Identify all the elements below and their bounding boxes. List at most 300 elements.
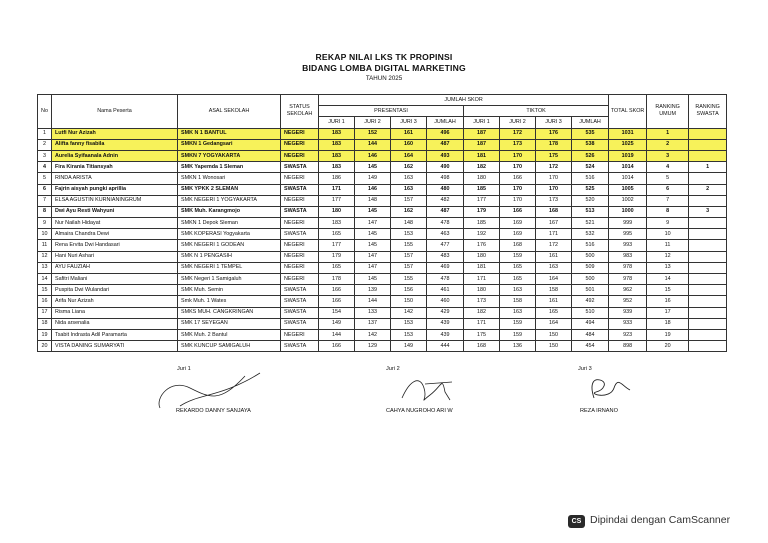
- cell-status: SWASTA: [281, 307, 319, 318]
- cell-t3: 161: [536, 296, 572, 307]
- cell-ru: 9: [647, 218, 689, 229]
- cell-status: NEGERI: [281, 274, 319, 285]
- cell-asal: SMK 17 SEYEGAN: [178, 318, 281, 329]
- table-row: [38, 341, 727, 352]
- cell-t2: 169: [500, 218, 536, 229]
- cell-p2: 139: [355, 285, 391, 296]
- cell-ru: 7: [647, 195, 689, 206]
- cell-rs: [689, 128, 727, 139]
- table-row: [38, 274, 727, 285]
- cell-asal: SMK NEGERI 1 GODEAN: [178, 240, 281, 251]
- header-presentasi: PRESENTASI: [319, 106, 464, 117]
- cell-t3: 173: [536, 195, 572, 206]
- cell-no: 2: [38, 139, 52, 150]
- cell-p2: 145: [355, 240, 391, 251]
- cell-p2: 129: [355, 341, 391, 352]
- cell-nama: ELSA AGUSTIN KURNIANINGRUM: [52, 195, 178, 206]
- cell-t1: 181: [464, 150, 500, 161]
- cell-nama: Nida arsenalia: [52, 318, 178, 329]
- cell-p2: 147: [355, 262, 391, 273]
- cell-p1: 177: [319, 195, 355, 206]
- cell-total: 1014: [609, 173, 647, 184]
- cell-rs: [689, 262, 727, 273]
- header-presentasi-juri2: JURI 2: [355, 117, 391, 128]
- cell-no: 19: [38, 329, 52, 340]
- cell-no: 8: [38, 206, 52, 217]
- camscanner-watermark: Dipindai dengan CamScanner: [590, 514, 731, 526]
- document-year: TAHUN 2025: [365, 75, 403, 82]
- cell-no: 14: [38, 274, 52, 285]
- cell-asal: SMK NEGERI 1 YOGYAKARTA: [178, 195, 281, 206]
- cell-asal: SMK N 1 BANTUL: [178, 128, 281, 139]
- cell-p1: 165: [319, 229, 355, 240]
- cell-pj: 482: [427, 195, 464, 206]
- cell-rs: [689, 251, 727, 262]
- cell-p2: 146: [355, 150, 391, 161]
- cell-status: SWASTA: [281, 229, 319, 240]
- cell-status: SWASTA: [281, 341, 319, 352]
- cell-p2: 147: [355, 218, 391, 229]
- cell-t3: 170: [536, 184, 572, 195]
- cell-p3: 149: [391, 341, 427, 352]
- cell-pj: 461: [427, 285, 464, 296]
- cell-pj: 469: [427, 262, 464, 273]
- cell-rs: [689, 341, 727, 352]
- cell-p1: 166: [319, 296, 355, 307]
- cell-t1: 179: [464, 206, 500, 217]
- cell-pj: 496: [427, 128, 464, 139]
- cell-p3: 153: [391, 229, 427, 240]
- cell-tj: 510: [572, 307, 609, 318]
- cell-t2: 166: [500, 206, 536, 217]
- cell-p1: 171: [319, 184, 355, 195]
- cell-tj: 484: [572, 329, 609, 340]
- cell-rs: [689, 195, 727, 206]
- cell-p3: 153: [391, 318, 427, 329]
- cell-status: NEGERI: [281, 128, 319, 139]
- cell-t1: 180: [464, 285, 500, 296]
- cell-nama: Lutfi Nur Azizah: [52, 128, 178, 139]
- cell-total: 1000: [609, 206, 647, 217]
- cell-ru: 13: [647, 262, 689, 273]
- cell-total: 995: [609, 229, 647, 240]
- score-table: [37, 94, 727, 352]
- cell-p3: 157: [391, 195, 427, 206]
- cell-t1: 168: [464, 341, 500, 352]
- cell-t1: 171: [464, 318, 500, 329]
- header-asal-sekolah: ASAL SEKOLAH: [178, 95, 281, 129]
- cell-tj: 500: [572, 251, 609, 262]
- cell-t3: 165: [536, 307, 572, 318]
- juri1-signature: [150, 368, 270, 413]
- table-row: [38, 150, 727, 161]
- cell-rs: 2: [689, 184, 727, 195]
- cell-p1: 177: [319, 240, 355, 251]
- cell-t3: 171: [536, 229, 572, 240]
- cell-nama: Aurelia Syifaanala Adnin: [52, 150, 178, 161]
- cell-status: NEGERI: [281, 218, 319, 229]
- cell-rs: [689, 229, 727, 240]
- cell-pj: 439: [427, 318, 464, 329]
- header-presentasi-juri3: JURI 3: [391, 117, 427, 128]
- cell-p1: 180: [319, 206, 355, 217]
- cell-rs: [689, 285, 727, 296]
- cell-p2: 145: [355, 206, 391, 217]
- cell-rs: [689, 307, 727, 318]
- cell-p2: 133: [355, 307, 391, 318]
- cell-p3: 148: [391, 218, 427, 229]
- cell-p3: 155: [391, 240, 427, 251]
- cell-tj: 538: [572, 139, 609, 150]
- cell-p1: 179: [319, 251, 355, 262]
- cell-pj: 429: [427, 307, 464, 318]
- cell-rs: 3: [689, 206, 727, 217]
- cell-asal: SMKS MUH. CANGKRINGAN: [178, 307, 281, 318]
- cell-status: SWASTA: [281, 318, 319, 329]
- cell-p1: 149: [319, 318, 355, 329]
- cell-t2: 159: [500, 318, 536, 329]
- cell-p2: 145: [355, 162, 391, 173]
- cell-p1: 183: [319, 218, 355, 229]
- cell-asal: SMKN 1 Gedangsari: [178, 139, 281, 150]
- cell-p1: 183: [319, 128, 355, 139]
- cell-tj: 525: [572, 184, 609, 195]
- cell-p3: 155: [391, 274, 427, 285]
- cell-tj: 501: [572, 285, 609, 296]
- table-row: [38, 240, 727, 251]
- cell-status: NEGERI: [281, 150, 319, 161]
- cell-t3: 178: [536, 139, 572, 150]
- juri1-label: Juri 1: [177, 366, 191, 372]
- cell-t1: 187: [464, 128, 500, 139]
- cell-no: 20: [38, 341, 52, 352]
- cell-t2: 159: [500, 251, 536, 262]
- cell-total: 1014: [609, 162, 647, 173]
- cell-status: NEGERI: [281, 139, 319, 150]
- cell-total: 1002: [609, 195, 647, 206]
- cell-tj: 509: [572, 262, 609, 273]
- cell-p2: 144: [355, 139, 391, 150]
- cell-asal: Smk Muh. 1 Wates: [178, 296, 281, 307]
- cell-nama: Safitri Maliani: [52, 274, 178, 285]
- cell-pj: 487: [427, 206, 464, 217]
- cell-pj: 460: [427, 296, 464, 307]
- cell-rs: [689, 318, 727, 329]
- table-row: [38, 329, 727, 340]
- cell-ru: 1: [647, 128, 689, 139]
- cell-asal: SMK Muh. Karangmojo: [178, 206, 281, 217]
- cell-tj: 454: [572, 341, 609, 352]
- cell-total: 978: [609, 274, 647, 285]
- cell-tj: 535: [572, 128, 609, 139]
- cell-p2: 144: [355, 296, 391, 307]
- juri2-signature: [390, 370, 470, 408]
- cell-nama: Dwi Ayu Resti Wahyuni: [52, 206, 178, 217]
- cell-pj: 493: [427, 150, 464, 161]
- header-tiktok-jumlah: JUMLAH: [572, 117, 609, 128]
- cell-status: SWASTA: [281, 296, 319, 307]
- cell-nama: Nur Nailah Hidayat: [52, 218, 178, 229]
- cell-t2: 165: [500, 274, 536, 285]
- cell-status: NEGERI: [281, 262, 319, 273]
- cell-t2: 166: [500, 173, 536, 184]
- cell-total: 898: [609, 341, 647, 352]
- cell-p3: 163: [391, 184, 427, 195]
- cell-t1: 181: [464, 262, 500, 273]
- table-row: [38, 296, 727, 307]
- cell-ru: 19: [647, 329, 689, 340]
- header-nama: Nama Peserta: [52, 95, 178, 129]
- cell-tj: 532: [572, 229, 609, 240]
- cell-asal: SMK Yapemda 1 Sleman: [178, 162, 281, 173]
- cell-no: 16: [38, 296, 52, 307]
- cell-t1: 180: [464, 251, 500, 262]
- cell-status: NEGERI: [281, 195, 319, 206]
- cell-p2: 152: [355, 128, 391, 139]
- cell-pj: 498: [427, 173, 464, 184]
- cell-nama: Tsabit Indrasta Adil Paramarta: [52, 329, 178, 340]
- cell-p1: 166: [319, 341, 355, 352]
- cell-p2: 145: [355, 274, 391, 285]
- header-status: STATUS SEKOLAH: [281, 95, 319, 129]
- cell-nama: Alifta fanny fisabila: [52, 139, 178, 150]
- cell-nama: AYU FAUZIAH: [52, 262, 178, 273]
- cell-total: 1025: [609, 139, 647, 150]
- cell-pj: 490: [427, 162, 464, 173]
- cell-t2: 159: [500, 329, 536, 340]
- cell-t2: 172: [500, 128, 536, 139]
- cell-rs: [689, 173, 727, 184]
- cell-p1: 183: [319, 150, 355, 161]
- cell-asal: SMK Negeri 1 Samigaluh: [178, 274, 281, 285]
- cell-total: 999: [609, 218, 647, 229]
- cell-nama: RINDA ARISTA: [52, 173, 178, 184]
- cell-t3: 150: [536, 341, 572, 352]
- cell-tj: 516: [572, 173, 609, 184]
- cell-tj: 494: [572, 318, 609, 329]
- cell-p2: 149: [355, 173, 391, 184]
- cell-ru: 11: [647, 240, 689, 251]
- cell-p3: 150: [391, 296, 427, 307]
- cell-nama: Hani Nuri Ashari: [52, 251, 178, 262]
- cell-pj: 463: [427, 229, 464, 240]
- cell-nama: Fajrin aisyah pungki aprillia: [52, 184, 178, 195]
- cell-pj: 477: [427, 240, 464, 251]
- table-row: [38, 285, 727, 296]
- cell-t3: 168: [536, 206, 572, 217]
- cell-status: NEGERI: [281, 240, 319, 251]
- cell-t2: 173: [500, 139, 536, 150]
- cell-no: 3: [38, 150, 52, 161]
- cell-asal: SMKN 1 Wonosari: [178, 173, 281, 184]
- cell-tj: 500: [572, 274, 609, 285]
- cell-status: SWASTA: [281, 184, 319, 195]
- cell-rs: [689, 150, 727, 161]
- cell-p2: 137: [355, 318, 391, 329]
- cell-total: 1005: [609, 184, 647, 195]
- header-tiktok-juri3: JURI 3: [536, 117, 572, 128]
- cell-nama: Puspita Dwi Wulandari: [52, 285, 178, 296]
- cell-nama: Rena Ervita Dwi Handasari: [52, 240, 178, 251]
- cell-t2: 170: [500, 195, 536, 206]
- cell-asal: SMK KOPERASI Yogyakarta: [178, 229, 281, 240]
- cell-pj: 478: [427, 274, 464, 285]
- cell-ru: 5: [647, 173, 689, 184]
- cell-no: 4: [38, 162, 52, 173]
- header-no: No: [38, 95, 52, 129]
- cell-t1: 182: [464, 162, 500, 173]
- cell-no: 17: [38, 307, 52, 318]
- cell-tj: 521: [572, 218, 609, 229]
- table-row: [38, 206, 727, 217]
- cell-t1: 185: [464, 218, 500, 229]
- table-row: [38, 162, 727, 173]
- cell-total: 939: [609, 307, 647, 318]
- cell-t3: 150: [536, 329, 572, 340]
- cell-t2: 165: [500, 262, 536, 273]
- cell-t2: 168: [500, 240, 536, 251]
- cell-no: 15: [38, 285, 52, 296]
- cell-p1: 183: [319, 162, 355, 173]
- cell-t1: 185: [464, 184, 500, 195]
- cell-p1: 183: [319, 139, 355, 150]
- cell-pj: 487: [427, 139, 464, 150]
- cell-ru: 17: [647, 307, 689, 318]
- cell-t1: 182: [464, 307, 500, 318]
- cell-tj: 513: [572, 206, 609, 217]
- header-tiktok-juri2: JURI 2: [500, 117, 536, 128]
- cell-ru: 15: [647, 285, 689, 296]
- cell-status: NEGERI: [281, 173, 319, 184]
- juri3-label: Juri 3: [578, 366, 592, 372]
- cell-ru: 14: [647, 274, 689, 285]
- cell-ru: 16: [647, 296, 689, 307]
- cell-p1: 165: [319, 262, 355, 273]
- cell-no: 6: [38, 184, 52, 195]
- cell-p3: 157: [391, 262, 427, 273]
- cell-p3: 157: [391, 251, 427, 262]
- cell-t2: 170: [500, 150, 536, 161]
- cell-total: 983: [609, 251, 647, 262]
- cell-asal: SMK Muh. 2 Bantul: [178, 329, 281, 340]
- cell-tj: 526: [572, 150, 609, 161]
- cell-p3: 160: [391, 139, 427, 150]
- cell-p3: 164: [391, 150, 427, 161]
- camscanner-logo-icon: CS: [568, 515, 585, 528]
- cell-p2: 147: [355, 251, 391, 262]
- cell-status: SWASTA: [281, 162, 319, 173]
- cell-total: 923: [609, 329, 647, 340]
- cell-t3: 161: [536, 251, 572, 262]
- cell-p1: 178: [319, 274, 355, 285]
- table-row: [38, 184, 727, 195]
- cell-no: 12: [38, 251, 52, 262]
- cell-pj: 444: [427, 341, 464, 352]
- cell-asal: SMK KUNCUP SAMIGALUH: [178, 341, 281, 352]
- cell-rs: [689, 296, 727, 307]
- cell-no: 7: [38, 195, 52, 206]
- cell-ru: 4: [647, 162, 689, 173]
- juri3-name: REZA IRNANO: [580, 408, 618, 414]
- cell-t3: 164: [536, 318, 572, 329]
- cell-t2: 170: [500, 162, 536, 173]
- table-body: [38, 128, 727, 352]
- cell-rs: [689, 329, 727, 340]
- cell-status: NEGERI: [281, 251, 319, 262]
- cell-t3: 164: [536, 274, 572, 285]
- juri3-signature: [580, 372, 640, 404]
- cell-total: 952: [609, 296, 647, 307]
- cell-asal: SMKN 7 YOGYAKARTA: [178, 150, 281, 161]
- header-presentasi-juri1: JURI 1: [319, 117, 355, 128]
- table-row: [38, 195, 727, 206]
- cell-t1: 171: [464, 274, 500, 285]
- cell-t1: 192: [464, 229, 500, 240]
- cell-p3: 153: [391, 329, 427, 340]
- cell-nama: Almaira Chandra Dewi: [52, 229, 178, 240]
- cell-no: 11: [38, 240, 52, 251]
- cell-t3: 163: [536, 262, 572, 273]
- header-ranking-umum: RANKING UMUM: [647, 95, 689, 129]
- cell-total: 993: [609, 240, 647, 251]
- cell-rs: [689, 139, 727, 150]
- cell-status: SWASTA: [281, 206, 319, 217]
- cell-t1: 177: [464, 195, 500, 206]
- cell-no: 10: [38, 229, 52, 240]
- cell-status: NEGERI: [281, 329, 319, 340]
- cell-ru: 10: [647, 229, 689, 240]
- header-tiktok: TIKTOK: [464, 106, 609, 117]
- juri1-name: REKARDO DANNY SANJAYA: [176, 408, 251, 414]
- header-ranking-swasta: RANKING SWASTA: [689, 95, 727, 129]
- cell-rs: [689, 240, 727, 251]
- cell-nama: Arifa Nur Azizah: [52, 296, 178, 307]
- cell-asal: SMK YPKK 2 SLEMAN: [178, 184, 281, 195]
- cell-p3: 162: [391, 162, 427, 173]
- cell-t3: 172: [536, 240, 572, 251]
- cell-total: 978: [609, 262, 647, 273]
- cell-t2: 163: [500, 307, 536, 318]
- cell-pj: 483: [427, 251, 464, 262]
- cell-no: 5: [38, 173, 52, 184]
- cell-p3: 162: [391, 206, 427, 217]
- cell-ru: 18: [647, 318, 689, 329]
- cell-t1: 173: [464, 296, 500, 307]
- cell-asal: SMK N 1 PENGASIH: [178, 251, 281, 262]
- document-title: REKAP NILAI LKS TK PROPINSI: [315, 52, 453, 62]
- cell-ru: 2: [647, 139, 689, 150]
- cell-ru: 20: [647, 341, 689, 352]
- cell-nama: Risma Liana: [52, 307, 178, 318]
- cell-total: 962: [609, 285, 647, 296]
- cell-p1: 166: [319, 285, 355, 296]
- cell-p1: 186: [319, 173, 355, 184]
- cell-p3: 163: [391, 173, 427, 184]
- table-row: [38, 262, 727, 273]
- cell-t1: 180: [464, 173, 500, 184]
- cell-nama: Fira Kirania Titiansyah: [52, 162, 178, 173]
- cell-t2: 169: [500, 229, 536, 240]
- header-total-skor: TOTAL SKOR: [609, 95, 647, 129]
- cell-p3: 161: [391, 128, 427, 139]
- cell-status: SWASTA: [281, 285, 319, 296]
- cell-asal: SMK Muh. Semin: [178, 285, 281, 296]
- cell-t3: 176: [536, 128, 572, 139]
- cell-tj: 520: [572, 195, 609, 206]
- cell-ru: 12: [647, 251, 689, 262]
- juri2-name: CAHYA NUGROHO ARI W: [386, 408, 453, 414]
- cell-ru: 6: [647, 184, 689, 195]
